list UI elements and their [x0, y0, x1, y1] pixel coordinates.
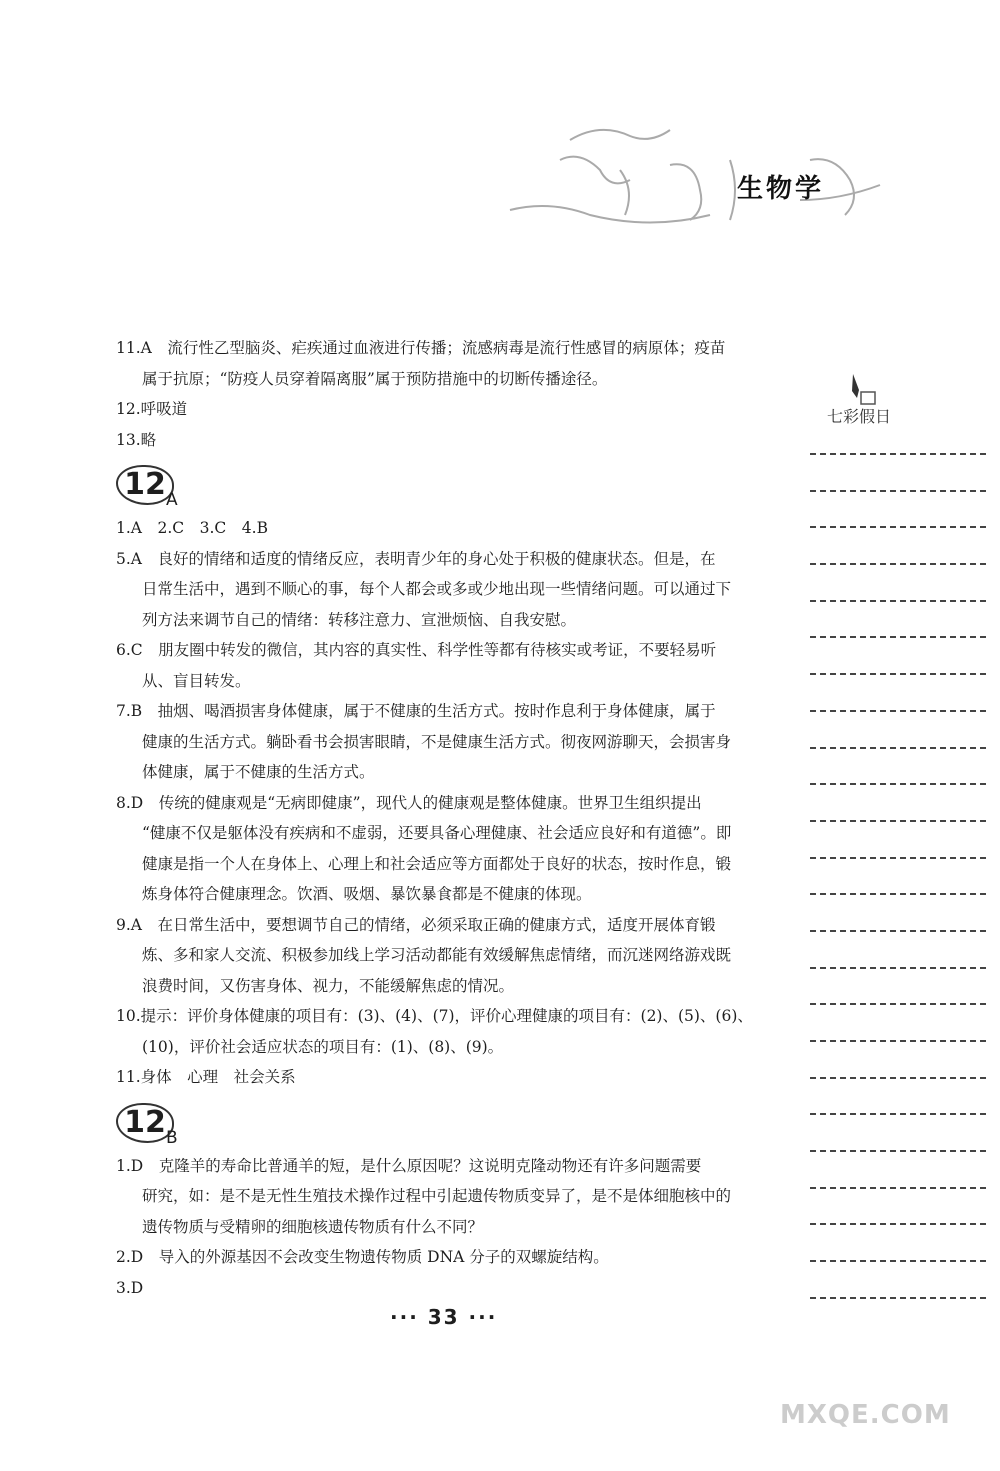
section-letter: B — [166, 1127, 178, 1148]
answer-text: 属于抗原；“防疫人员穿着隔离服”属于预防措施中的切断传播途径。 — [142, 369, 608, 388]
section-12a-line: 9.A 在日常生活中，要想调节自己的情绪，必须采取正确的健康方式，适度开展体育锻 — [116, 915, 716, 934]
section-12a-line: 10.提示：评价身体健康的项目有：(3)、(4)、(7)，评价心理健康的项目有：(2)、(5)、(6)、 — [116, 1007, 753, 1025]
note-line — [810, 636, 986, 638]
note-line — [810, 710, 986, 712]
note-line — [810, 1040, 986, 1042]
note-line — [810, 1260, 986, 1262]
note-line — [810, 930, 986, 932]
note-line — [810, 453, 986, 455]
note-line — [810, 1003, 986, 1005]
subject-title: 生物学 — [737, 174, 825, 204]
section-12b-line: 研究，如：是不是无性生殖技术操作过程中引起遗传物质变异了，是不是体细胞核中的 — [142, 1187, 732, 1205]
section-12b-line: 3.D — [116, 1278, 144, 1297]
note-line — [810, 673, 986, 675]
watermark: MXQE.COM — [780, 1400, 951, 1430]
answer-text: 11.A 流行性乙型脑炎、疟疾通过血液进行传播；流感病毒是流行性感冒的病原体；疫苗 — [116, 339, 726, 357]
section-12a-line: 11.身体 心理 社会关系 — [116, 1068, 296, 1086]
note-line — [810, 600, 986, 602]
note-line — [810, 1077, 986, 1079]
note-line — [810, 563, 986, 565]
section-12a-line: 6.C 朋友圈中转发的微信，其内容的真实性、科学性等都有待核实或考证，不要轻易听 — [116, 641, 717, 659]
note-line — [810, 490, 986, 492]
note-line — [810, 820, 986, 822]
section-12a-line: 1.A 2.C 3.C 4.B — [116, 519, 268, 537]
sidebar-label: 七彩假日 — [827, 407, 892, 426]
section-12a-line: 浪费时间，又伤害身体、视力，不能缓解焦虑的情况。 — [142, 976, 515, 995]
section-12a-line: 体健康，属于不健康的生活方式。 — [142, 763, 375, 781]
section-12b-line: 遗传物质与受精卵的细胞核遗传物质有什么不同？ — [142, 1217, 484, 1236]
answer-content — [116, 333, 776, 1303]
section-12b-items — [116, 1151, 776, 1304]
note-line — [810, 893, 986, 895]
answer-item-12: 12.呼吸道 — [116, 400, 188, 418]
answer-item-11 — [116, 333, 776, 394]
section-12a-line: 日常生活中，遇到不顺心的事，每个人都会或多或少地出现一些情绪问题。可以通过下 — [142, 580, 732, 598]
note-line — [810, 967, 986, 969]
section-number: 12 — [116, 1103, 174, 1143]
section-12a-line: “健康不仅是躯体没有疾病和不虚弱，还要具备心理健康、社会适应良好和有道德”。即 — [142, 824, 732, 842]
note-line — [810, 747, 986, 749]
note-lines — [810, 453, 986, 1334]
section-12a-line: (10)，评价社会适应状态的项目有：(1)、(8)、(9)。 — [142, 1037, 504, 1056]
header-decoration — [500, 100, 900, 250]
note-line — [810, 1187, 986, 1189]
section-12a-line: 7.B 抽烟、喝酒损害身体健康，属于不健康的生活方式。按时作息利于身体健康，属于 — [116, 702, 716, 720]
section-letter: A — [166, 490, 178, 510]
section-12a-items — [116, 513, 776, 1093]
note-line — [810, 1113, 986, 1115]
section-12a-heading — [116, 463, 776, 511]
section-12b-line: 1.D 克隆羊的寿命比普通羊的短，是什么原因呢？这说明克隆动物还有许多问题需要 — [116, 1156, 702, 1175]
section-12a-line: 炼身体符合健康理念。饮酒、吸烟、暴饮暴食都是不健康的体现。 — [142, 885, 592, 903]
section-12a-line: 炼、多和家人交流、积极参加线上学习活动都能有效缓解焦虑情绪，而沉迷网络游戏既 — [142, 946, 732, 964]
section-number: 12 — [116, 465, 174, 505]
page-number: ··· 33 ··· — [390, 1305, 498, 1329]
section-12a-line: 5.A 良好的情绪和适度的情绪反应，表明青少年的身心处于积极的健康状态。但是，在 — [116, 549, 716, 568]
note-line — [810, 857, 986, 859]
pen-icon — [845, 370, 881, 406]
answer-item-13: 13.略 — [116, 430, 157, 449]
section-12a-line: 从、盲目转发。 — [142, 671, 251, 690]
section-12a-line: 列方法来调节自己的情绪：转移注意力、宣泄烦恼、自我安慰。 — [142, 610, 577, 629]
note-line — [810, 526, 986, 528]
section-12b-heading — [116, 1101, 776, 1149]
note-line — [810, 783, 986, 785]
note-line — [810, 1223, 986, 1225]
note-line — [810, 1150, 986, 1152]
section-12a-line: 健康的生活方式。躺卧看书会损害眼睛，不是健康生活方式。彻夜网游聊天，会损害身 — [142, 732, 732, 751]
note-line — [810, 1297, 986, 1299]
section-12a-line: 8.D 传统的健康观是“无病即健康”，现代人的健康观是整体健康。世界卫生组织提出 — [116, 793, 702, 812]
section-12a-line: 健康是指一个人在身体上、心理上和社会适应等方面都处于良好的状态，按时作息，锻 — [142, 854, 732, 873]
section-12b-line: 2.D 导入的外源基因不会改变生物遗传物质 DNA 分子的双螺旋结构。 — [116, 1248, 609, 1266]
